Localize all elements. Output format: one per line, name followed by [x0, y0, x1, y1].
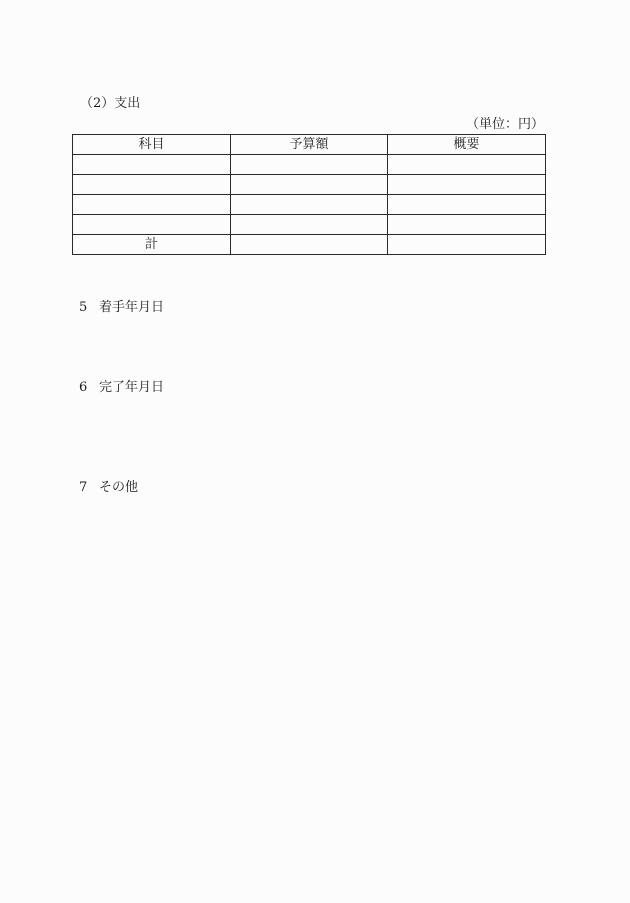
total-label: 計 [73, 235, 231, 255]
table-cell [73, 175, 231, 195]
item-label: 着手年月日 [99, 300, 165, 315]
completion-date-item [79, 380, 164, 396]
other-item [79, 480, 138, 496]
table-row [73, 215, 546, 235]
table-row [73, 195, 546, 215]
item-label: 完了年月日 [99, 380, 165, 395]
table-cell [388, 215, 546, 235]
table-cell [231, 175, 388, 195]
table-cell [388, 175, 546, 195]
header-subject: 科目 [73, 135, 231, 155]
table-cell [388, 155, 546, 175]
start-date-item [79, 300, 164, 316]
unit-note: （単位：円） [465, 117, 544, 132]
table-cell [388, 195, 546, 215]
table-cell [73, 155, 231, 175]
table-row [73, 155, 546, 175]
table-header-row [73, 135, 546, 155]
table-cell [73, 195, 231, 215]
header-overview: 概要 [388, 135, 546, 155]
table-cell [231, 195, 388, 215]
item-number: 5 [79, 300, 88, 315]
header-budget-amount: 予算額 [231, 135, 388, 155]
table-cell [73, 215, 231, 235]
item-label: その他 [99, 480, 139, 495]
table-row [73, 175, 546, 195]
table-cell [231, 215, 388, 235]
total-amount-cell [231, 235, 388, 255]
expenditure-table [72, 134, 546, 255]
expenditure-heading: （2）支出 [80, 96, 141, 111]
table-cell [231, 155, 388, 175]
item-number: 7 [79, 480, 88, 495]
item-number: 6 [79, 380, 88, 395]
total-overview-cell [388, 235, 546, 255]
table-total-row [73, 235, 546, 255]
